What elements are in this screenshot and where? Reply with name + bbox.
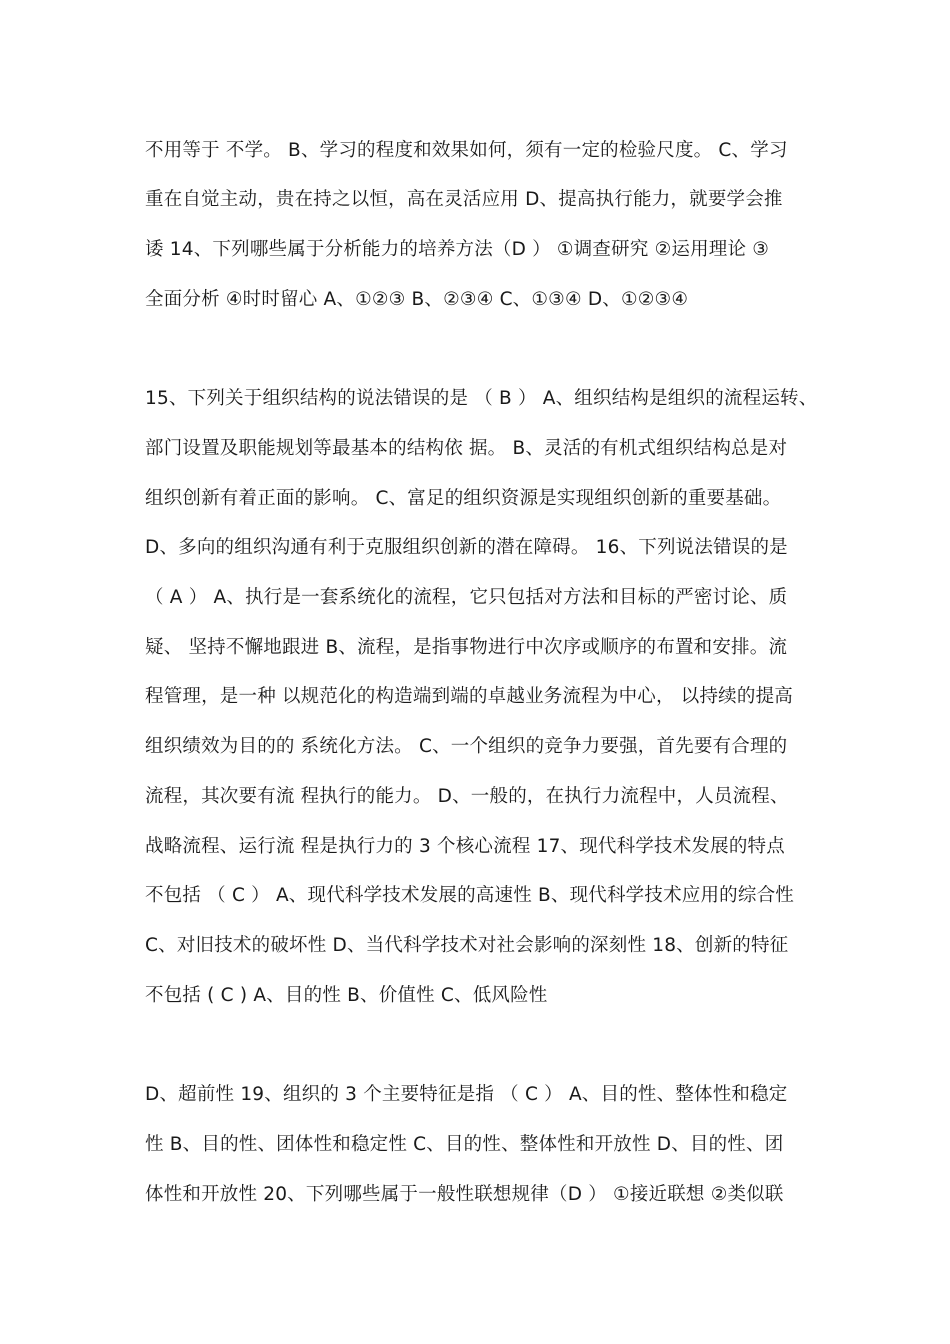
text-line: 体性和开放性 20、下列哪些属于一般性联想规律（D ） ①接近联想 ②类似联 bbox=[145, 1184, 784, 1205]
text-line: 流程，其次要有流 程执行的能力。 D、一般的，在执行力流程中，人员流程、 bbox=[145, 786, 789, 807]
text-line: 不用等于 不学。 B、学习的程度和效果如何，须有一定的检验尺度。 C、学习 bbox=[145, 140, 788, 161]
text-line: 程管理，是一种 以规范化的构造端到端的卓越业务流程为中心， 以持续的提高 bbox=[145, 686, 793, 707]
text-line: 性 B、目的性、团体性和稳定性 C、目的性、整体性和开放性 D、目的性、团 bbox=[145, 1134, 784, 1155]
text-line: 不包括 ( C ) A、目的性 B、价值性 C、低风险性 bbox=[145, 985, 548, 1006]
text-line: （ A ） A、执行是一套系统化的流程，它只包括对方法和目标的严密讨论、质 bbox=[145, 587, 788, 608]
text-line: 战略流程、运行流 程是执行力的 3 个核心流程 17、现代科学技术发展的特点 bbox=[145, 836, 785, 857]
text-line: 重在自觉主动，贵在持之以恒，高在灵活应用 D、提高执行能力，就要学会推 bbox=[145, 189, 783, 210]
text-line: 15、下列关于组织结构的说法错误的是 （ B ） A、组织结构是组织的流程运转、 bbox=[145, 388, 818, 409]
text-line: 组织绩效为目的的 系统化方法。 C、一个组织的竞争力要强，首先要有合理的 bbox=[145, 736, 788, 757]
text-line: 不包括 （ C ） A、现代科学技术发展的高速性 B、现代科学技术应用的综合性 bbox=[145, 885, 794, 906]
text-line: 部门设置及职能规划等最基本的结构依 据。 B、灵活的有机式组织结构总是对 bbox=[145, 438, 788, 459]
text-line: 组织创新有着正面的影响。 C、富足的组织资源是实现组织创新的重要基础。 bbox=[145, 488, 782, 509]
text-line: D、超前性 19、组织的 3 个主要特征是指 （ C ） A、目的性、整体性和稳定 bbox=[145, 1084, 788, 1105]
text-line: D、多向的组织沟通有利于克服组织创新的潜在障碍。 16、下列说法错误的是 bbox=[145, 537, 788, 558]
text-line: 全面分析 ④时时留心 A、①②③ B、②③④ C、①③④ D、①②③④ bbox=[145, 289, 689, 310]
text-line: C、对旧技术的破坏性 D、当代科学技术对社会影响的深刻性 18、创新的特征 bbox=[145, 935, 789, 956]
text-line: 疑、 坚持不懈地跟进 B、流程，是指事物进行中次序或顺序的布置和安排。流 bbox=[145, 637, 788, 658]
text-line: 诿 14、下列哪些属于分析能力的培养方法（D ） ①调查研究 ②运用理论 ③ bbox=[145, 239, 770, 260]
